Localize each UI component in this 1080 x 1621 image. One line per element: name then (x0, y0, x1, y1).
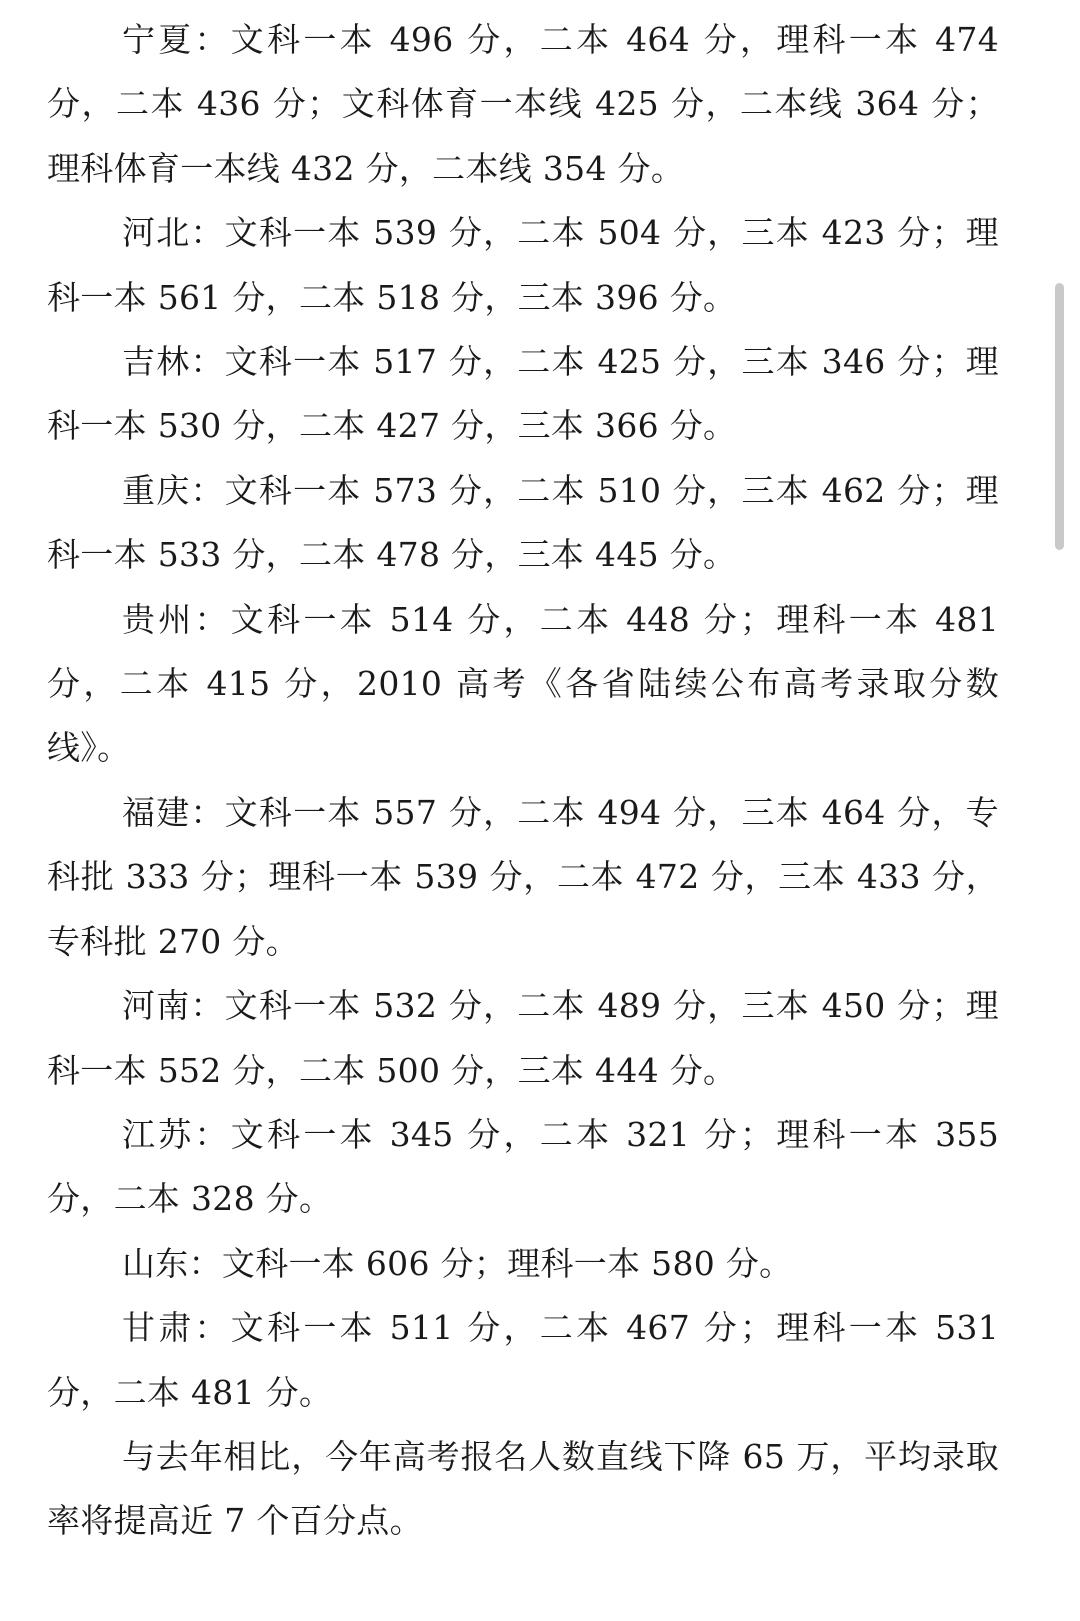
paragraph-ningxia: 宁夏：文科一本 496 分，二本 464 分，理科一本 474 分，二本 436 分；文科体育一本线 425 分，二本线 364 分；理科体育一本线 432 分，二本线 354 分。 (47, 20, 999, 188)
paragraph-henan: 河南：文科一本 532 分，二本 489 分，三本 450 分；理科一本 552 分，二本 500 分，三本 444 分。 (47, 986, 999, 1090)
vertical-scrollbar[interactable] (1055, 283, 1064, 550)
paragraph-shandong: 山东：文科一本 606 分；理科一本 580 分。 (122, 1243, 793, 1283)
paragraph-chongqing: 重庆：文科一本 573 分，二本 510 分，三本 462 分；理科一本 533 分，二本 478 分，三本 445 分。 (47, 470, 999, 575)
paragraph-hebei: 河北：文科一本 539 分，二本 504 分，三本 423 分；理科一本 561 分，二本 518 分，三本 396 分。 (47, 213, 999, 317)
paragraph-guizhou: 贵州：文科一本 514 分，二本 448 分；理科一本 481 分，二本 415 分，2010 高考《各省陆续公布高考录取分数线》。 (47, 599, 999, 768)
paragraph-gansu: 甘肃：文科一本 511 分，二本 467 分；理科一本 531 分，二本 481 分。 (47, 1308, 999, 1412)
paragraph-jilin: 吉林：文科一本 517 分，二本 425 分，三本 346 分；理科一本 530 分，二本 427 分，三本 366 分。 (47, 342, 999, 446)
paragraph-fujian: 福建：文科一本 557 分，二本 494 分，三本 464 分，专科批 333 分；理科一本 539 分，二本 472 分，三本 433 分，专科批 270 分。 (47, 792, 999, 961)
document-body (47, 8, 999, 1554)
paragraph-summary: 与去年相比，今年高考报名人数直线下降 65 万，平均录取率将提高近 7 个百分点。 (47, 1436, 999, 1541)
paragraph-jiangsu: 江苏：文科一本 345 分，二本 321 分；理科一本 355 分，二本 328 分。 (47, 1114, 999, 1219)
